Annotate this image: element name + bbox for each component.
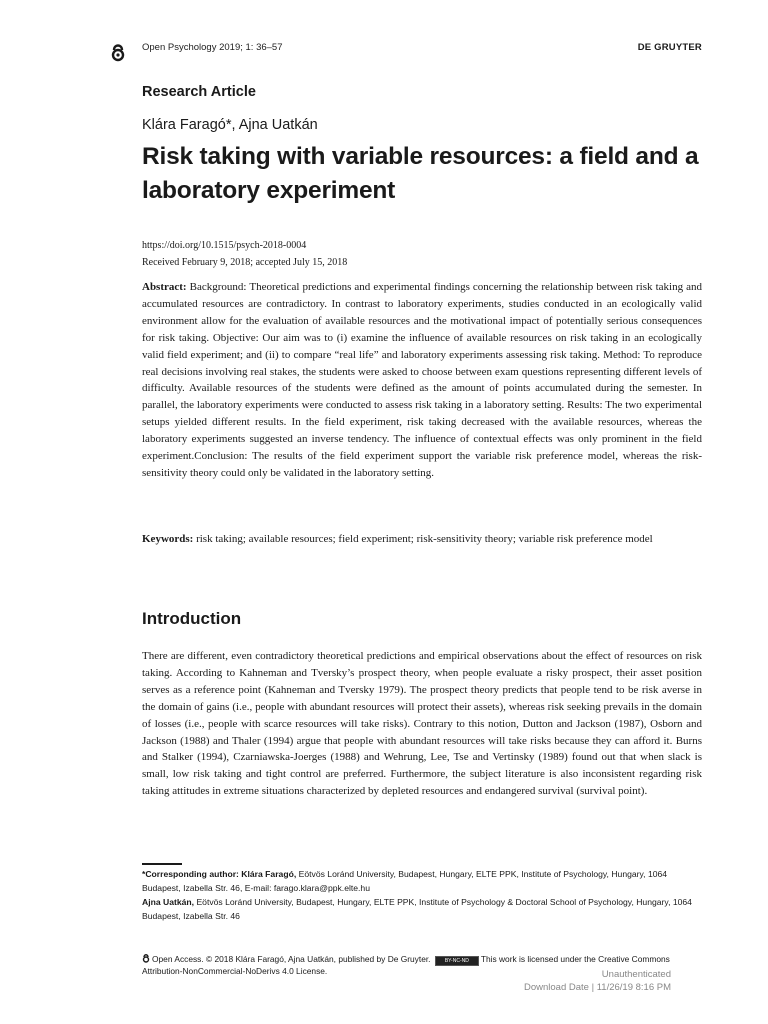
article-type: Research Article bbox=[142, 84, 256, 100]
second-author-label: Ajna Uatkán, bbox=[142, 897, 195, 907]
corresponding-author-label: *Corresponding author: Klára Faragó, bbox=[142, 869, 297, 879]
license-text-before: Open Access. © 2018 Klára Faragó, Ajna Uatkán, published by De Gruyter. bbox=[152, 954, 431, 964]
page-header bbox=[110, 40, 704, 62]
keywords bbox=[142, 531, 702, 548]
open-access-small-icon bbox=[142, 953, 150, 963]
download-watermark bbox=[524, 968, 671, 994]
license-text-after: This work is licensed under the Creative Commons Attribution-NonCommercial-NoDerivs 4.0 License. bbox=[142, 954, 670, 976]
doi-link[interactable]: https://doi.org/10.1515/psych-2018-0004 bbox=[142, 240, 307, 251]
article-title: Risk taking with variable resources: a field and a laboratory experiment bbox=[142, 143, 699, 204]
open-access-icon bbox=[110, 42, 126, 62]
keywords-label: Keywords: bbox=[142, 533, 194, 545]
watermark-line-2: Download Date | 11/26/19 8:16 PM bbox=[524, 982, 671, 993]
abstract-text: Background: Theoretical predictions and experimental findings concerning the relationship between risk taking and accumulated resources are contradictory. In contrast to laboratory experiments, studies conducted in an ecologically valid environment allow for the evaluation of available resources and the motivational impact of potentially serious consequences for risk taking. Objective: Our aim was to (i) examine the influence of available resources on risk taking in an ecologically valid field experiment; and (ii) to compare “real life” and laboratory experiments assessing risk taking. Method: To reproduce real decisions involving real stakes, the students were asked to choose between exam questions representing different levels of difficulty. Available resources of the students were defined as the amount of points accumulated during the semester. In parallel, the laboratory experiments were conducted to assess risk taking in a laboratory setting. Results: The two experimental setups yielded different results. In the field experiment, risk taking decreased with the available resources, whereas the laboratory experiments suggested an inverse tendency. The influence of contextual effects was only prominent in the field experiment.Conclusion: The results of the field experiment support the variable risk preference model, whereas the risk-sensitivity theory could only be validated in the laboratory setting. bbox=[142, 281, 703, 479]
section-heading-introduction: Introduction bbox=[142, 609, 242, 628]
introduction-paragraph: There are different, even contradictory theoretical predictions and empirical observations about the effect of resources on risk taking. According to Kahneman and Tversky’s prospect theory, when people evaluate a risky prospect, their asset position serves as a reference point (Kahneman and Tversky 1979). The prospect theory predicts that people tend to be risk averse in the domain of gains (i.e., people with abundant resources will protect their assets), whereas risk seeking prevails in the domain of losses (i.e., people with scarce resources will take risks). Contrary to this notion, Dutton and Jackson (1987), Osborn and Jackson (1988) and Thaler (1994) argue that people with abundant resources will take risks because they can afford it. Burns and Stalker (1994), Czarniawska-Joerges (1988) and Wehrung, Lee, Tse and Vertinsky (1989) found out that when slack is small, low risk taking and tight control are preferred. Furthermore, the subject literature is also inconsistent regarding risk taking attitudes in extreme situations characterized by depleted resources and endangered survival (survival point). bbox=[142, 650, 702, 798]
received-dates: Received February 9, 2018; accepted July 15, 2018 bbox=[142, 257, 348, 268]
second-author-text: Eötvös Loránd University, Budapest, Hungary, ELTE PPK, Institute of Psychology & Doctoral School of Psychology, Hungary, 1064 Budapest, Izabella Str. 46 bbox=[142, 897, 692, 921]
journal-citation: Open Psychology 2019; 1: 36–57 bbox=[142, 42, 283, 53]
cc-license-badge[interactable]: BY-NC-ND bbox=[435, 956, 479, 966]
footnote-divider bbox=[142, 863, 182, 865]
watermark-line-1: Unauthenticated bbox=[601, 969, 671, 980]
abstract-label: Abstract: bbox=[142, 281, 187, 293]
corresponding-author-text: Eötvös Loránd University, Budapest, Hungary, ELTE PPK, Institute of Psychology, Hungary, 1064 Budapest, Izabella Str. 46, E-mail: farago.klara@ppk.elte.hu bbox=[142, 869, 668, 893]
footnotes bbox=[142, 867, 707, 923]
author-list: Klára Faragó*, Ajna Uatkán bbox=[142, 117, 318, 133]
publisher-name: DE GRUYTER bbox=[637, 42, 702, 53]
keywords-text: risk taking; available resources; field experiment; risk-sensitivity theory; variable risk preference model bbox=[196, 533, 653, 545]
abstract bbox=[142, 279, 702, 482]
